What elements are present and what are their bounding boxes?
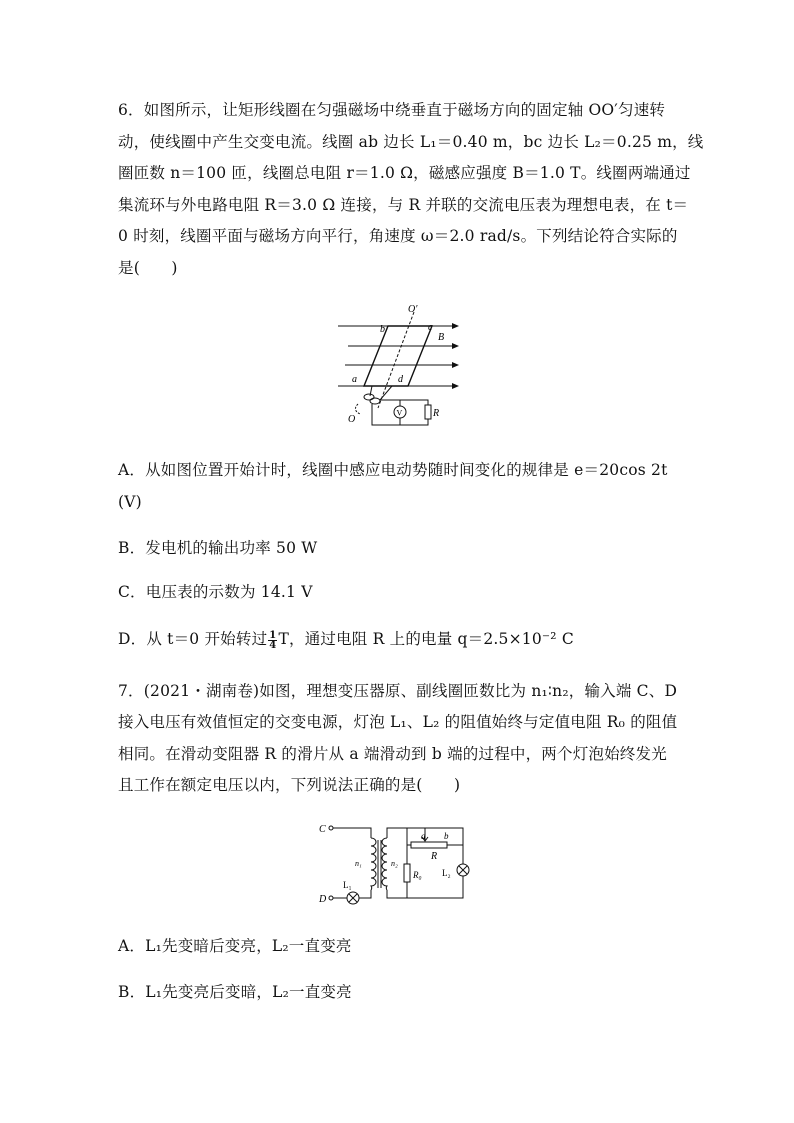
- label-B: B: [438, 332, 445, 343]
- q7-option-a: A．L₁先变暗后变亮，L₂一直变亮: [118, 937, 352, 955]
- label-n2: n₂: [391, 859, 398, 868]
- q7-line-1: 7．(2021・湖南卷)如图，理想变压器原、副线圈匝数比为 n₁∶n₂，输入端 C、D: [118, 682, 678, 700]
- label-voltmeter: V: [396, 408, 403, 418]
- fraction-denominator: 4: [269, 639, 277, 651]
- q6-option-d-pre: D．从 t＝0 开始转过: [118, 630, 268, 648]
- q6-line-4: 集流环与外电路电阻 R＝3.0 Ω 连接，与 R 并联的交流电压表为理想电表，在 t＝: [118, 196, 689, 214]
- q7-line-4: 且工作在额定电压以内，下列说法正确的是( ): [118, 776, 461, 794]
- label-L1: L₁: [343, 880, 352, 890]
- q7-option-b: B．L₁先变亮后变暗，L₂一直变亮: [118, 983, 352, 1001]
- label-R: R: [433, 408, 440, 419]
- label-c: c: [428, 322, 433, 333]
- q7-line-3: 相同。在滑动变阻器 R 的滑片从 a 端滑动到 b 端的过程中，两个灯泡始终发光: [118, 745, 667, 763]
- label-L2: L₂: [442, 868, 451, 878]
- q6-line-6: 是( ): [118, 259, 178, 277]
- label-D: D: [319, 894, 327, 905]
- q7-transformer-figure: [315, 818, 480, 910]
- q6-generator-figure: [330, 300, 470, 430]
- q6-line-3: 圈匝数 n＝100 匝，线圈总电阻 r＝1.0 Ω，磁感应强度 B＝1.0 T。线圈两端通过: [118, 164, 691, 182]
- label-o: O: [348, 414, 356, 425]
- q6-line-2: 动，使线圈中产生交变电流。线圈 ab 边长 L₁＝0.40 m，bc 边长 L₂＝0.25 m，线: [118, 133, 704, 151]
- q6-line-1: 6．如图所示，让矩形线圈在匀强磁场中绕垂直于磁场方向的固定轴 OO′匀速转: [118, 101, 666, 119]
- q6-option-c: C．电压表的示数为 14.1 V: [118, 583, 313, 601]
- label-b: b: [444, 831, 449, 841]
- label-o-prime: O′: [408, 304, 418, 315]
- label-R0: R₀: [413, 870, 422, 880]
- label-n1: n₁: [355, 859, 362, 868]
- label-b: b: [380, 324, 385, 335]
- q6-option-a-line-2: (V): [118, 493, 142, 511]
- label-d: d: [398, 374, 403, 385]
- fraction-numerator: 1: [269, 629, 277, 641]
- q6-option-a-line-1: A．从如图位置开始计时，线圈中感应电动势随时间变化的规律是 e＝20cos 2t: [118, 461, 668, 479]
- label-R: R: [431, 851, 438, 862]
- label-C: C: [319, 824, 326, 835]
- q6-option-d-post: T，通过电阻 R 上的电量 q＝2.5×10⁻² C: [278, 630, 574, 648]
- label-a: a: [421, 831, 426, 841]
- label-a: a: [352, 374, 357, 385]
- q6-line-5: 0 时刻，线圈平面与磁场方向平行，角速度 ω＝2.0 rad/s。下列结论符合实际的: [118, 227, 678, 245]
- q6-option-d: [118, 628, 574, 650]
- q7-line-2: 接入电压有效值恒定的交变电源，灯泡 L₁、L₂ 的阻值始终与定值电阻 R₀ 的阻值: [118, 713, 678, 731]
- quarter-fraction: [268, 631, 277, 650]
- q6-option-b: B．发电机的输出功率 50 W: [118, 539, 318, 557]
